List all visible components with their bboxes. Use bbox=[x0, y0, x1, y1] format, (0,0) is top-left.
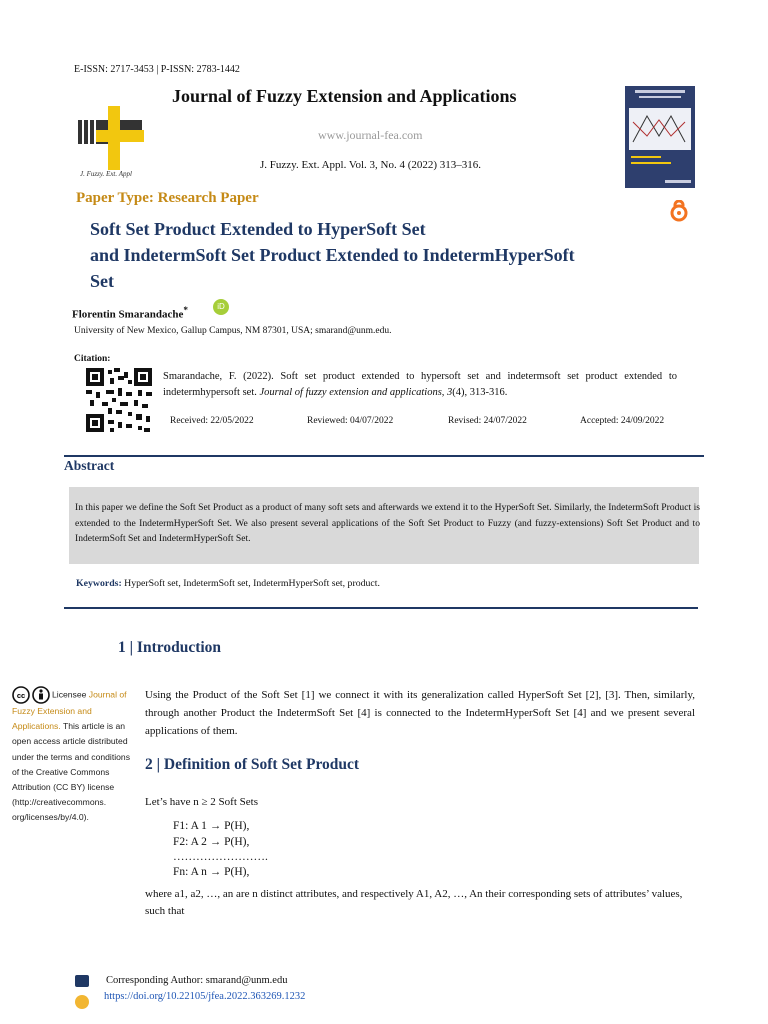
introduction-paragraph: Using the Product of the Soft Set [1] we connect it with its generalization called HyperSoft Set [2], [3]. Then, similarly, through another Product the IndetermSoft Set [4] is connected to the IndetermHyperSoft Set [4] and we present several applications of them. bbox=[145, 689, 695, 737]
svg-text:cc: cc bbox=[16, 691, 26, 700]
logo-caption: J. Fuzzy. Ext. Appl bbox=[80, 170, 132, 178]
title-line-2: and IndetermSoft Set Product Extended to IndetermHyperSoft bbox=[90, 245, 575, 265]
date-revised: Revised: 24/07/2022 bbox=[448, 416, 527, 426]
section-heading-introduction: 1 | Introduction bbox=[118, 639, 222, 656]
abstract-heading: Abstract bbox=[64, 458, 115, 473]
license-journal-name: Journal of Fuzzy Extension and Applications. bbox=[12, 689, 127, 732]
abstract-text: In this paper we define the Soft Set Product as a product of many soft sets and afterwards we extend it to the HyperSoft Set. Similarly, the IndetermSoft Product is extended to the IndetermHyperSoft Set. We also present several applications of the Soft Set Product to Fuzzy (and fuzzy-extensions) Soft Set Product and to IndetermSoft Set and IndetermHyperSoft Set. bbox=[75, 502, 700, 544]
doi-link[interactable]: https://doi.org/10.22105/jfea.2022.363269.1232 bbox=[104, 991, 306, 1002]
keywords-list: HyperSoft set, IndetermSoft set, IndetermHyperSoft set, product. bbox=[121, 578, 380, 589]
orcid-icon[interactable]: iD bbox=[213, 299, 229, 315]
date-reviewed: Reviewed: 04/07/2022 bbox=[307, 416, 394, 426]
mapping-f2: F2: A 2 → P(H), bbox=[173, 836, 250, 848]
keywords-label: Keywords: bbox=[76, 578, 122, 589]
definition-intro: Let’s have n ≥ 2 Soft Sets bbox=[145, 796, 258, 808]
paper-title bbox=[90, 216, 690, 294]
citation-tail: (4), 313-316. bbox=[452, 387, 508, 398]
author-name bbox=[72, 305, 188, 321]
license-sidebar bbox=[12, 686, 132, 826]
author-name-text: Florentin Smarandache bbox=[72, 308, 184, 321]
section-heading-definition: 2 | Definition of Soft Set Product bbox=[145, 756, 360, 773]
paper-type: Paper Type: Research Paper bbox=[76, 190, 259, 206]
author-affiliation: University of New Mexico, Gallup Campus, NM 87301, USA; smarand@unm.edu. bbox=[74, 326, 392, 336]
abstract-divider bbox=[64, 455, 704, 457]
date-received: Received: 22/05/2022 bbox=[170, 416, 254, 426]
journal-cover-image bbox=[625, 86, 695, 188]
citation-journal: Journal of fuzzy extension and applications, 3 bbox=[259, 387, 453, 398]
email-icon bbox=[75, 975, 89, 987]
keywords-divider bbox=[64, 607, 698, 609]
license-licensee: Licensee bbox=[52, 689, 89, 700]
qr-code-icon bbox=[86, 368, 152, 432]
license-text: This article is an open access article distributed under the terms and conditions of the Creative Commons Attribution (CC BY) license (http://creativecommons. org/licenses/by/4.0). bbox=[12, 721, 130, 823]
citation-label: Citation: bbox=[74, 354, 111, 364]
journal-logo bbox=[78, 106, 144, 172]
creative-commons-icon bbox=[12, 686, 52, 704]
corresponding-mark: * bbox=[183, 305, 188, 315]
date-accepted: Accepted: 24/09/2022 bbox=[580, 416, 665, 426]
issn-line: E-ISSN: 2717-3453 | P-ISSN: 2783-1442 bbox=[74, 64, 240, 75]
citation-text bbox=[163, 369, 677, 401]
corresponding-author: Corresponding Author: smarand@unm.edu bbox=[106, 975, 288, 986]
citation-body: Smarandache, F. (2022). Soft set product extended to hypersoft set and indetermsoft set product extended to indetermhypersoft set. bbox=[163, 371, 677, 398]
doi-icon bbox=[75, 995, 89, 1009]
title-line-1: Soft Set Product Extended to HyperSoft Set bbox=[90, 219, 426, 239]
definition-where-text: where a1, a2, …, an are n distinct attributes, and respectively A1, A2, …, An their corresponding sets of attributes’ values, such that bbox=[145, 888, 683, 917]
keywords bbox=[76, 578, 380, 589]
journal-url-link[interactable]: www.journal-fea.com bbox=[318, 128, 423, 142]
mapping-f1: F1: A 1 → P(H), bbox=[173, 820, 250, 832]
title-line-3: Set bbox=[90, 271, 114, 291]
mapping-ellipsis: ……………………. bbox=[173, 851, 268, 863]
journal-title: Journal of Fuzzy Extension and Applications bbox=[172, 86, 517, 106]
journal-reference: J. Fuzzy. Ext. Appl. Vol. 3, No. 4 (2022) 313–316. bbox=[260, 159, 482, 171]
mapping-fn: Fn: A n → P(H), bbox=[173, 866, 250, 878]
